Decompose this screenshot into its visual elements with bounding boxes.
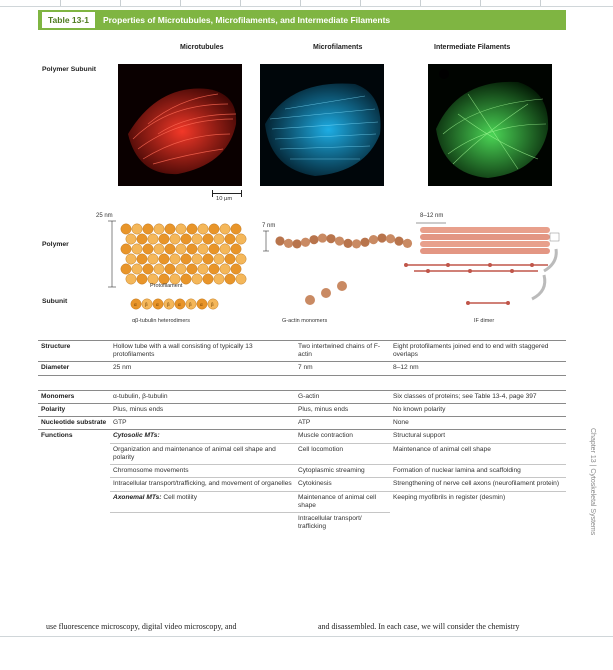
cell-mf: Plus, minus ends xyxy=(295,403,390,416)
tubulin-subunit xyxy=(148,254,158,264)
tubulin-subunit xyxy=(132,264,142,274)
microtubule-schematic xyxy=(96,213,246,324)
table-row xyxy=(38,443,566,464)
actin-monomer xyxy=(275,236,284,245)
tubulin-subunit xyxy=(220,264,230,274)
actin-monomer xyxy=(309,235,318,244)
cell-mf: Cytoplasmic streaming xyxy=(295,465,390,478)
crop-mark xyxy=(300,0,301,6)
table-row xyxy=(38,513,566,534)
heterodimer-caption: αβ-tubulin heterodimers xyxy=(132,318,191,324)
actin-monomer xyxy=(352,239,361,248)
tubulin-subunit xyxy=(225,254,235,264)
cell-mf: 7 nm xyxy=(295,362,390,375)
crop-mark xyxy=(480,0,481,6)
actin-monomer xyxy=(335,236,344,245)
row-label-polymer-subunit: Polymer Subunit xyxy=(42,66,97,73)
cell-if: Six classes of proteins; see Table 13-4, page 397 xyxy=(390,390,566,403)
cell-mf: G-actin xyxy=(295,390,390,403)
tubulin-subunit xyxy=(231,244,241,254)
cell-mt: Plus, minus ends xyxy=(110,403,295,416)
cell-mf: Muscle contraction xyxy=(295,430,390,443)
tubulin-subunit xyxy=(126,254,136,264)
cell-if: Eight protofilaments joined end to end with staggered overlaps xyxy=(390,341,566,362)
actin-monomer xyxy=(403,239,412,248)
table-row xyxy=(38,390,566,403)
tubulin-subunit xyxy=(192,274,202,284)
tubulin-subunit xyxy=(203,274,213,284)
actin-monomer xyxy=(343,239,352,248)
actin-monomer xyxy=(284,239,293,248)
tubulin-subunit xyxy=(176,224,186,234)
tubulin-subunit xyxy=(165,224,175,234)
tubulin-subunit xyxy=(143,244,153,254)
cell-if: 8–12 nm xyxy=(390,362,566,375)
tubulin-subunit xyxy=(143,264,153,274)
cell-mf: Intracellular transport/ trafficking xyxy=(295,513,390,534)
tubulin-subunit xyxy=(176,264,186,274)
tubulin-subunit xyxy=(198,224,208,234)
crop-mark xyxy=(60,0,61,6)
tubulin-subunit xyxy=(165,264,175,274)
tubulin-subunit xyxy=(159,234,169,244)
cell-mt: GTP xyxy=(110,417,295,430)
filament-schematics xyxy=(38,205,566,335)
tubulin-subunit xyxy=(203,234,213,244)
tubulin-subunit xyxy=(187,244,197,254)
table-row xyxy=(38,341,566,362)
properties-table xyxy=(38,340,566,534)
scale-bar xyxy=(212,193,242,194)
page-top-rule xyxy=(0,0,613,7)
table-row xyxy=(38,465,566,478)
axonemal-text: Cell motility xyxy=(163,493,198,501)
cell-if: None xyxy=(390,417,566,430)
intermediate-filament-schematic xyxy=(404,213,559,324)
table-row xyxy=(38,362,566,375)
tubulin-subunit xyxy=(203,254,213,264)
tubulin-subunit xyxy=(126,234,136,244)
crop-mark xyxy=(420,0,421,6)
tubulin-subunit xyxy=(220,244,230,254)
tubulin-subunit xyxy=(225,274,235,284)
tubulin-subunit xyxy=(214,254,224,264)
tubulin-subunit xyxy=(126,274,136,284)
table-row xyxy=(38,478,566,491)
cell-if: Strengthening of nerve cell axons (neurofilament protein) xyxy=(390,478,566,491)
tubulin-subunit xyxy=(225,234,235,244)
tubulin-subunit xyxy=(170,254,180,264)
cell-mf: Maintenance of animal cell shape xyxy=(295,491,390,512)
tubulin-subunit xyxy=(192,234,202,244)
row-label-polymer: Polymer xyxy=(42,241,69,248)
actin-monomer xyxy=(318,233,327,242)
footer-text-left: use fluorescence microscopy, digital video microscopy, and xyxy=(46,622,237,631)
tubulin-subunit xyxy=(209,244,219,254)
row-label: Monomers xyxy=(38,390,110,403)
mf-diameter-label: 7 nm xyxy=(262,223,276,229)
subunit-letter: β xyxy=(167,302,170,307)
cell-mf: Two intertwined chains of F-actin xyxy=(295,341,390,362)
subunit-letter: α xyxy=(134,302,137,307)
tubulin-subunit xyxy=(214,234,224,244)
table-row xyxy=(38,403,566,416)
tubulin-subunit xyxy=(209,224,219,234)
cell-if: No known polarity xyxy=(390,403,566,416)
crop-mark xyxy=(540,0,541,6)
tubulin-subunit xyxy=(154,244,164,254)
table-row xyxy=(38,417,566,430)
row-label: Functions xyxy=(38,430,110,443)
actin-monomer xyxy=(292,239,301,248)
cell-mf: ATP xyxy=(295,417,390,430)
mt-diameter-label: 25 nm xyxy=(96,213,113,219)
cell-if: Maintenance of animal cell shape xyxy=(390,443,566,464)
cell-mf: Cell locomotion xyxy=(295,443,390,464)
protofilament-label: Protofilament xyxy=(150,283,183,289)
subunit-letter: β xyxy=(211,302,214,307)
tubulin-subunit xyxy=(231,224,241,234)
tubulin-subunit xyxy=(209,264,219,274)
row-label: Structure xyxy=(38,341,110,362)
tubulin-subunit xyxy=(137,254,147,264)
subunit-letter: β xyxy=(189,302,192,307)
subunit-letter: β xyxy=(145,302,148,307)
cell-mt: Chromosome movements xyxy=(110,465,295,478)
subunit-letter: α xyxy=(156,302,159,307)
microfilament-schematic xyxy=(262,223,412,324)
chapter-sidebar: Chapter 13 | Cytoskeletal Systems xyxy=(589,428,596,536)
table-title: Properties of Microtubules, Microfilaments, and Intermediate Filaments xyxy=(102,15,391,25)
crop-mark xyxy=(360,0,361,6)
intermediate-filament-micrograph xyxy=(428,64,552,186)
tubulin-subunit xyxy=(198,264,208,274)
tubulin-subunit xyxy=(132,244,142,254)
row-label: Nucleotide substrate xyxy=(38,417,110,430)
tubulin-subunit xyxy=(176,244,186,254)
if-diameter-label: 8–12 nm xyxy=(420,213,444,219)
cell-mt: Intracellular transport/trafficking, and movement of organelles xyxy=(110,478,295,491)
tubulin-subunit xyxy=(121,244,131,254)
crop-mark xyxy=(120,0,121,6)
tubulin-subunit xyxy=(231,264,241,274)
column-head-intermediate-filaments: Intermediate Filaments xyxy=(434,44,511,51)
table-row xyxy=(38,491,566,512)
actin-monomer xyxy=(360,238,369,247)
table-header-bar xyxy=(38,10,566,30)
actin-monomer xyxy=(394,237,403,246)
tubulin-subunit xyxy=(214,274,224,284)
table-row xyxy=(38,430,566,443)
actin-monomer xyxy=(386,234,395,243)
tubulin-subunit xyxy=(170,234,180,244)
tubulin-subunit xyxy=(159,254,169,264)
tubulin-subunit xyxy=(154,224,164,234)
cell-mt: α-tubulin, β-tubulin xyxy=(110,390,295,403)
cell-mt: Hollow tube with a wall consisting of typically 13 protofilaments xyxy=(110,341,295,362)
actin-monomer xyxy=(301,238,310,247)
tubulin-subunit xyxy=(192,254,202,264)
tubulin-subunit xyxy=(236,274,246,284)
cell-mt: Organization and maintenance of animal cell shape and polarity xyxy=(110,443,295,464)
tubulin-subunit xyxy=(187,224,197,234)
tubulin-subunit xyxy=(137,234,147,244)
tubulin-subunit xyxy=(154,264,164,274)
subunit-letter: α xyxy=(200,302,203,307)
page-bottom-rule xyxy=(0,636,613,637)
tubulin-subunit xyxy=(236,254,246,264)
footer-text-right: and disassembled. In each case, we will consider the chemistry xyxy=(318,622,520,631)
table-number: Table 13-1 xyxy=(42,12,95,28)
column-head-microtubules: Microtubules xyxy=(180,44,224,51)
gactin-caption: G-actin monomers xyxy=(282,318,328,324)
cytosolic-heading: Cytosolic MTs: xyxy=(113,432,160,440)
cell-if: Structural support xyxy=(390,430,566,443)
cell-mt: 25 nm xyxy=(110,362,295,375)
tubulin-subunit xyxy=(137,274,147,284)
tubulin-subunit xyxy=(121,264,131,274)
axonemal-heading: Axonemal MTs: xyxy=(113,493,162,501)
row-label-subunit: Subunit xyxy=(42,298,68,305)
cell-mf: Cytokinesis xyxy=(295,478,390,491)
tubulin-subunit xyxy=(143,224,153,234)
subunit-letter: α xyxy=(178,302,181,307)
actin-monomer xyxy=(377,233,386,242)
tubulin-subunit xyxy=(121,224,131,234)
crop-mark xyxy=(180,0,181,6)
crop-mark xyxy=(240,0,241,6)
column-head-microfilaments: Microfilaments xyxy=(313,44,363,51)
tubulin-subunit xyxy=(181,254,191,264)
tubulin-subunit xyxy=(236,234,246,244)
tubulin-subunit xyxy=(181,234,191,244)
cell-if: Keeping myofibrils in register (desmin) xyxy=(390,491,566,512)
scale-bar-label: 10 µm xyxy=(216,196,233,202)
actin-monomer xyxy=(326,234,335,243)
tubulin-subunit xyxy=(220,224,230,234)
microtubule-micrograph xyxy=(118,64,242,186)
actin-monomer xyxy=(369,235,378,244)
ifdimer-caption: IF dimer xyxy=(474,318,495,324)
tubulin-subunit xyxy=(132,224,142,234)
tubulin-subunit xyxy=(187,264,197,274)
row-label: Diameter xyxy=(38,362,110,375)
cell-if: Formation of nuclear lamina and scaffolding xyxy=(390,465,566,478)
tubulin-subunit xyxy=(165,244,175,254)
tubulin-subunit xyxy=(148,234,158,244)
microfilament-micrograph xyxy=(260,64,384,186)
tubulin-subunit xyxy=(198,244,208,254)
row-label: Polarity xyxy=(38,403,110,416)
